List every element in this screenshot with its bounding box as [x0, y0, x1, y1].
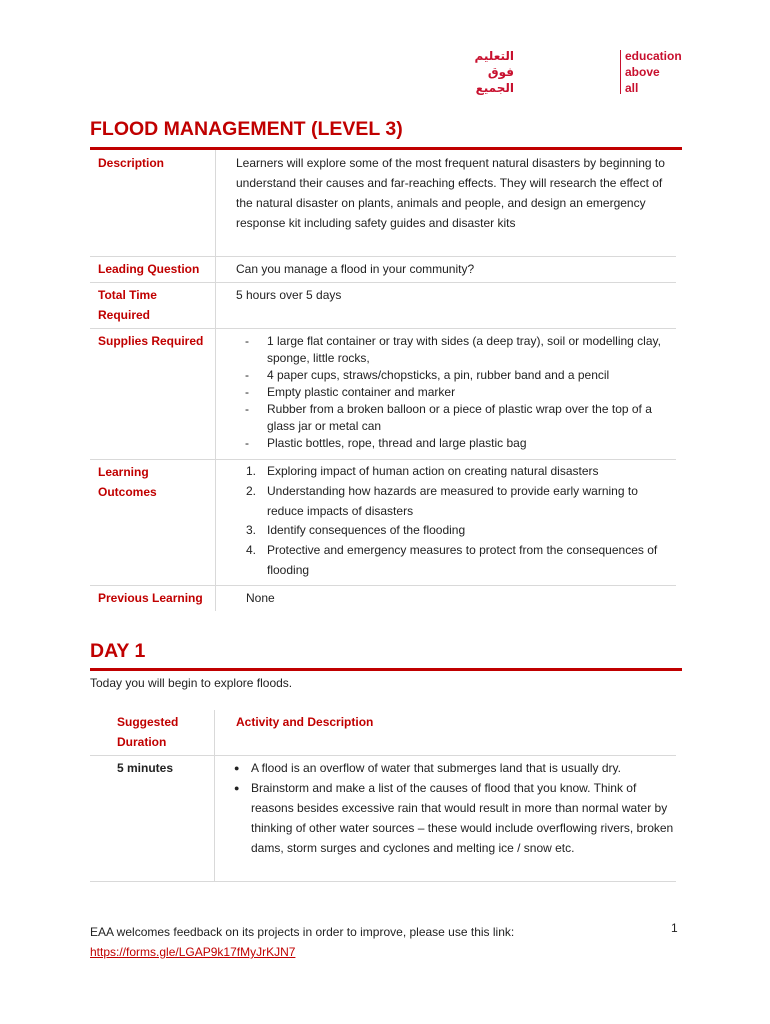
- column-divider: [214, 755, 215, 881]
- page-number: 1: [671, 921, 678, 935]
- column-divider: [214, 710, 215, 755]
- logo-arabic-text: التعليم فوق الجميع: [474, 49, 514, 95]
- list-item: 3. Identify consequences of the flooding: [246, 523, 466, 538]
- column-divider: [215, 459, 216, 585]
- learning-outcomes-list: [236, 462, 676, 581]
- list-item: - 4 paper cups, straws/chopsticks, a pin, rubber band and a pencil: [236, 367, 666, 384]
- footer: [90, 922, 514, 962]
- column-divider: [215, 328, 216, 459]
- activity-list: [236, 758, 676, 858]
- list-item: 4. Protective and emergency measures to protect from the consequences of flooding: [246, 543, 658, 577]
- learning-outcomes-row: [90, 459, 676, 586]
- column-divider: [215, 150, 216, 256]
- page-title: FLOOD MANAGEMENT (LEVEL 3): [90, 118, 403, 140]
- day-heading: DAY 1: [90, 640, 146, 662]
- description-row: [90, 150, 676, 257]
- day-rule: [90, 668, 682, 671]
- learning-outcomes-wrapper: [236, 462, 676, 581]
- column-divider: [215, 585, 216, 611]
- leading-question-text: Can you manage a flood in your community?: [236, 262, 475, 276]
- description-text: Learners will explore some of the most frequent natural disasters by beginning to understand their causes and far-reaching effects. They will research the effect of the natural disaster on plants, animals and people, and design an emergency response kit including safety guides and disaster kits: [236, 156, 665, 230]
- list-item: - Plastic bottles, rope, thread and large plastic bag: [236, 435, 666, 452]
- leading-question-label: Leading Question: [98, 262, 200, 276]
- learning-outcomes-label: Learning Outcomes: [98, 465, 157, 499]
- previous-learning-row: [90, 585, 676, 611]
- list-item: - Empty plastic container and marker: [236, 384, 666, 401]
- list-item: 1. Exploring impact of human action on creating natural disasters: [246, 464, 599, 478]
- table-row: [90, 755, 676, 882]
- feedback-link[interactable]: https://forms.gle/LGAP9k17fMyJrKJN7: [90, 945, 296, 959]
- activity-table-header: [90, 710, 676, 756]
- column-divider: [215, 282, 216, 328]
- supplies-list-wrapper: [236, 333, 666, 452]
- list-item: 2. Understanding how hazards are measured to provide early warning to reduce impacts of disasters: [246, 483, 638, 518]
- leading-question-row: [90, 256, 676, 283]
- duration-cell: 5 minutes: [117, 761, 174, 775]
- supplies-row: [90, 328, 676, 460]
- total-time-row: [90, 282, 676, 329]
- footer-text: EAA welcomes feedback on its projects in order to improve, please use this link:: [90, 925, 515, 939]
- previous-learning-text: None: [246, 591, 275, 605]
- day-intro: Today you will begin to explore floods.: [90, 676, 293, 690]
- description-label: Description: [98, 156, 165, 170]
- list-item: - Rubber from a broken balloon or a piece of plastic wrap over the top of a glass jar or metal can: [236, 401, 666, 435]
- list-item: ● A flood is an overflow of water that submerges land that is usually dry.: [236, 758, 676, 778]
- duration-header: Suggested Duration: [117, 715, 179, 749]
- supplies-label: Supplies Required: [98, 334, 204, 348]
- previous-learning-label: Previous Learning: [98, 591, 203, 605]
- activity-cell: [236, 758, 676, 858]
- activity-header: Activity and Description: [236, 715, 374, 729]
- column-divider: [215, 256, 216, 282]
- list-item: ● Brainstorm and make a list of the causes of flood that you know. Think of reasons besides excessive rain that would result in more than normal water by thinking of other water sources – these would include overflowing rivers, broken dams, storm surges and cyclones and melting ice / snow etc.: [236, 778, 676, 858]
- list-item: - 1 large flat container or tray with sides (a deep tray), soil or modelling clay, sponge, little rocks,: [236, 333, 666, 367]
- total-time-label: Total Time Required: [98, 288, 157, 322]
- logo-english-text: education above all: [625, 49, 682, 95]
- logo-divider: [620, 50, 621, 94]
- total-time-text: 5 hours over 5 days: [236, 288, 342, 302]
- supplies-list: [236, 333, 666, 452]
